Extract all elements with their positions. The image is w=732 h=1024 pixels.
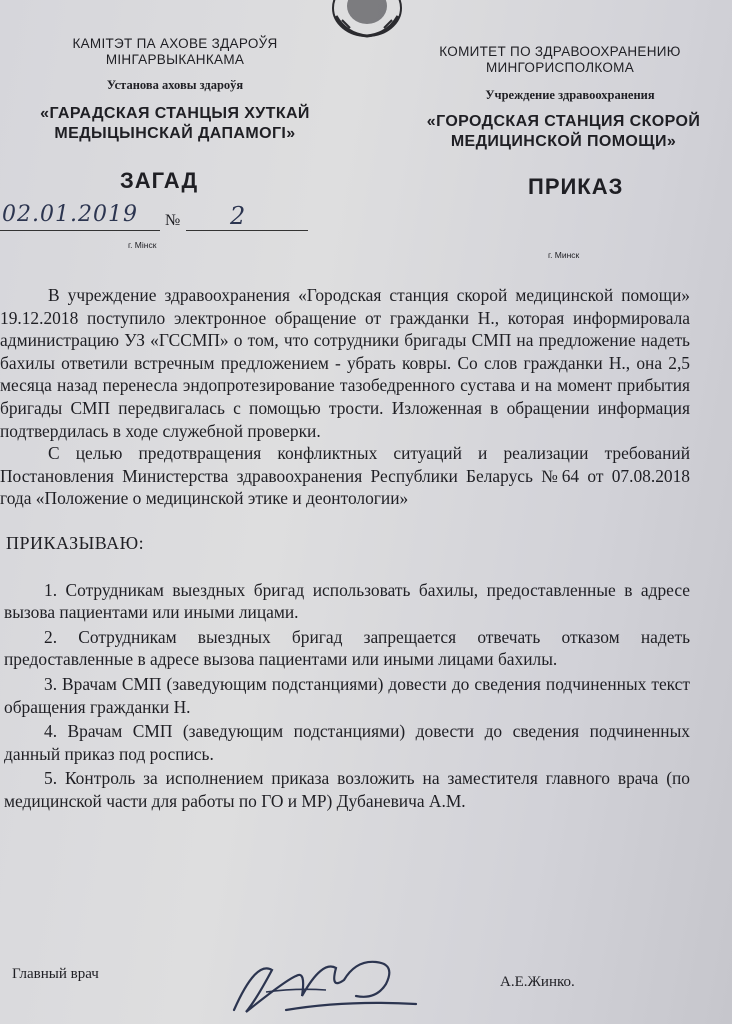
state-emblem-icon: [326, 0, 408, 38]
list-item: 3. Врачам СМП (заведующим подстанциями) довести до сведения подчиненных текст обращения гражданки Н.: [4, 673, 690, 717]
date-number-line: [0, 202, 320, 232]
list-item: 4. Врачам СМП (заведующим подстанциями) довести до сведения подчиненных данный приказ под роспись.: [4, 721, 690, 764]
handwritten-signature: [226, 940, 426, 1024]
list-item: 1. Сотрудникам выездных бригад использовать бахилы, предоставленные в адресе вызова пациентами или иными лицами.: [4, 579, 690, 623]
document-body: [0, 284, 690, 814]
right-institution-type: Учреждение здравоохранения: [485, 88, 655, 102]
date-underline: [0, 230, 160, 231]
right-institution-name: «ГОРОДСКАЯ СТАНЦИЯ СКОРОЙ МЕДИЦИНСКОЙ ПОМОЩИ»: [426, 113, 701, 150]
list-item: 2. Сотрудникам выездных бригад запрещается отвечать отказом надеть предоставленные в адресе вызова пациентами или иными лицами бахилы.: [4, 626, 690, 670]
number-sign: №: [165, 212, 181, 229]
left-institution-type: Установа аховы здароўя: [106, 78, 244, 92]
list-item: 5. Контроль за исполнением приказа возложить на заместителя главного врача (по медицинской части для работы по ГО и МР) Дубаневича А.М.: [4, 768, 690, 811]
left-committee: КАМІТЭТ ПА АХОВЕ ЗДАРОЎЯ МІНГАРВЫКАНКАМА: [72, 36, 278, 67]
title-belarusian: ЗАГАД: [120, 168, 199, 193]
signer-name: А.Е.Жинко.: [500, 974, 575, 990]
handwritten-number: 2: [230, 202, 246, 230]
paragraph-2: С целью предотвращения конфликтных ситуаций и реализации требований Постановления Министерства здравоохранения Республики Беларусь №64 от 07.08.2018 года «Положение о медицинской этике и деонтологии»: [0, 443, 690, 509]
city-right: г. Минск: [548, 250, 580, 260]
order-items: [0, 579, 690, 813]
number-underline: [186, 230, 308, 231]
right-committee: КОМИТЕТ ПО ЗДРАВООХРАНЕНИЮ МИНГОРИСПОЛКОМА: [439, 44, 681, 75]
title-russian: ПРИКАЗ: [528, 174, 624, 199]
order-heading: ПРИКАЗЫВАЮ:: [6, 532, 145, 553]
signer-title: Главный врач: [12, 966, 99, 982]
handwritten-date: 02.01.2019: [2, 202, 138, 227]
left-institution-name: «ГАРАДСКАЯ СТАНЦЫЯ ХУТКАЙ МЕДЫЦЫНСКАЙ ДАПАМОГІ»: [40, 105, 310, 142]
city-left: г. Мінск: [128, 240, 157, 250]
paragraph-1: В учреждение здравоохранения «Городская станция скорой медицинской помощи» 19.12.2018 поступило электронное обращение от гражданки Н., которая информировала администрацию УЗ «ГССМП» о том, что сотрудники бригады СМП на предложение надеть бахилы ответили встречным предложением - убрать ковры. Со слов гражданки Н., она 2,5 месяца назад перенесла эндопротезирование тазобедренного сустава и на момент прибытия бригады СМП передвигалась с помощью трости. Изложенная в обращении информация подтвердилась в ходе служебной проверки.: [0, 285, 690, 441]
